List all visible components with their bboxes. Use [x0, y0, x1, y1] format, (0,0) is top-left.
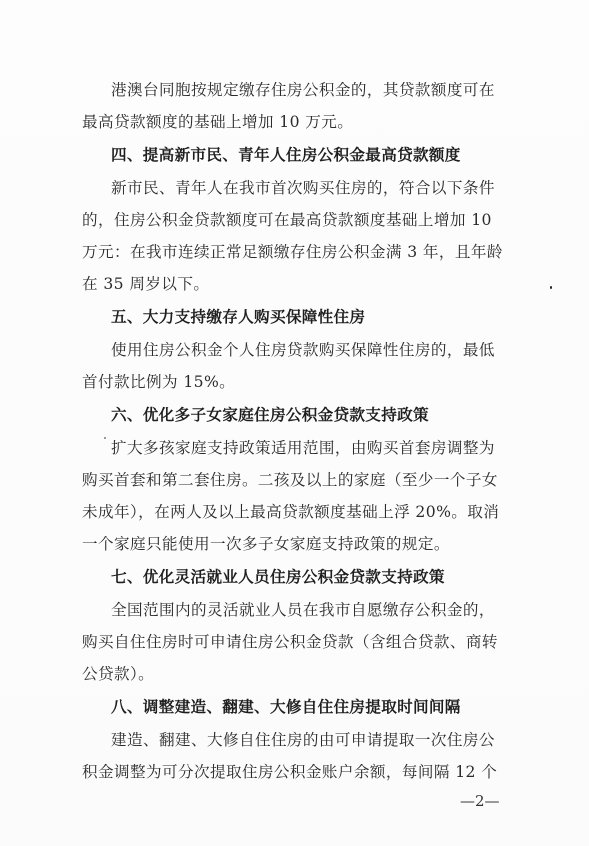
body-text-line: 在 35 周岁以下。 [82, 275, 210, 293]
section-heading-8: 八、调整建造、翻建、大修自住住房提取时间间隔 [111, 698, 461, 716]
section-heading-6: 六、优化多子女家庭住房公积金贷款支持政策 [111, 406, 429, 424]
body-text-line: 全国范围内的灵活就业人员在我市自愿缴存公积金的， [111, 601, 495, 619]
body-text-line: 购买自住住房时可申请住房公积金贷款（含组合贷款、商转 [82, 633, 498, 651]
section-heading-7: 七、优化灵活就业人员住房公积金贷款支持政策 [111, 568, 445, 586]
body-text-line: 最高贷款额度的基础上增加 10 万元。 [82, 113, 354, 131]
body-text-line: 万元：在我市连续正常足额缴存住房公积金满 3 年，且年龄 [82, 243, 503, 261]
section-heading-4: 四、提高新市民、青年人住房公积金最高贷款额度 [111, 146, 461, 164]
body-text-line: 首付款比例为 15%。 [82, 373, 236, 391]
body-text-line: 公贷款）。 [82, 665, 155, 683]
body-text-line: 积金调整为可分次提取住房公积金账户余额，每间隔 12 个 [82, 763, 498, 781]
body-text-line: 港澳台同胞按规定缴存住房公积金的，其贷款额度可在 [111, 81, 495, 99]
body-text-line: 新市民、青年人在我市首次购买住房的，符合以下条件 [111, 179, 495, 197]
section-heading-5: 五、大力支持缴存人购买保障性住房 [111, 308, 366, 326]
body-text-line: 建造、翻建、大修自住住房的由可申请提取一次住房公 [111, 731, 495, 749]
scan-speck [550, 286, 552, 289]
body-text-line: 的，住房公积金贷款额度可在最高贷款额度基础上增加 10 [82, 211, 492, 229]
page-number: —2— [460, 792, 500, 810]
body-text-line: 使用住房公积金个人住房贷款购买保障性住房的，最低 [111, 341, 495, 359]
body-text-line: 未成年），在两人及以上最高贷款额度基础上浮 20%。取消 [82, 503, 500, 521]
body-text-line: 购买首套和第二套住房。二孩及以上的家庭（至少一个子女 [82, 471, 498, 489]
body-text-line: 一个家庭只能使用一次多子女家庭支持政策的规定。 [82, 535, 450, 553]
scan-speck [104, 437, 106, 439]
body-text-line: 扩大多孩家庭支持政策适用范围，由购买首套房调整为 [111, 439, 495, 457]
